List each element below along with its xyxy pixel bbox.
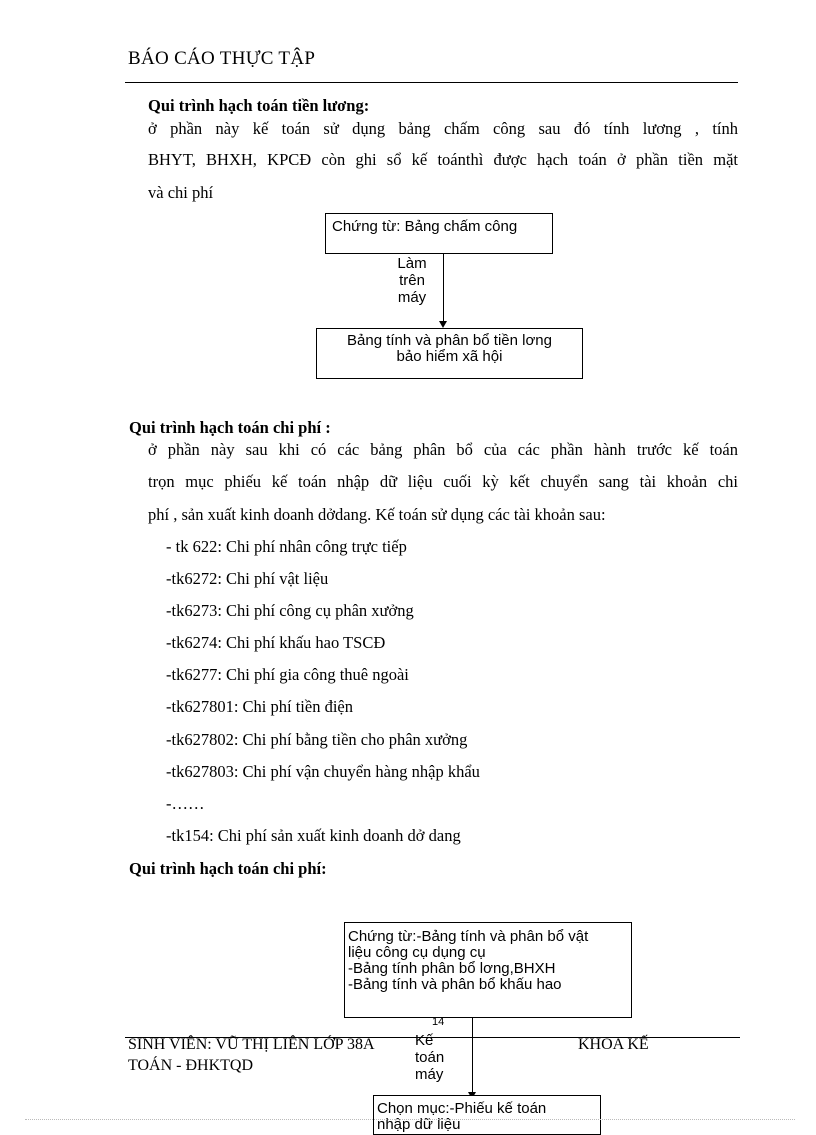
- paragraph-line: BHYT, BHXH, KPCĐ còn ghi sổ kế toánthì được hạch toán ở phần tiền mặt: [148, 150, 738, 169]
- paragraph-line: trọn mục phiếu kế toán nhập dữ liệu cuối kỳ kết chuyển sang tài khoản chi: [148, 472, 738, 491]
- diagram-box-salary-allocation: [316, 328, 583, 379]
- diagram-box-source-document: [325, 213, 553, 254]
- note-line: toán: [415, 1049, 445, 1066]
- account-item: -tk6273: Chi phí công cụ phân xưởng: [166, 601, 414, 620]
- footer-school-line: TOÁN - ĐHKTQD: [128, 1057, 254, 1074]
- section-heading-cost-flow: Qui trình hạch toán chi phí:: [129, 859, 327, 878]
- box-text-line: -Bảng tính và phân bổ khấu hao: [348, 976, 562, 993]
- account-item: -tk627801: Chi phí tiền điện: [166, 697, 353, 716]
- box-text-line: Chọn mục:-Phiếu kế toán: [377, 1100, 547, 1117]
- paragraph-line: phí , sản xuất kinh doanh dởdang. Kế toán sử dụng các tài khoản sau:: [148, 505, 606, 524]
- page-bottom-border: [25, 1119, 795, 1120]
- flow-arrow-line: [443, 254, 444, 322]
- flow-note: [395, 255, 429, 306]
- account-item: -tk6272: Chi phí vật liệu: [166, 569, 329, 588]
- box-text-line: liệu công cụ dụng cụ: [348, 944, 486, 961]
- note-line: máy: [397, 289, 427, 306]
- account-item: -tk6277: Chi phí gia công thuê ngoài: [166, 665, 409, 684]
- footer-left: [128, 1034, 375, 1076]
- account-item: -tk627802: Chi phí bằng tiền cho phân xưởng: [166, 730, 468, 749]
- account-item: -tk154: Chi phí sản xuất kinh doanh dở dang: [166, 826, 461, 845]
- account-item: -tk627803: Chi phí vận chuyển hàng nhập khẩu: [166, 762, 480, 781]
- flow-arrow-line: [472, 1018, 473, 1094]
- box-text-line: Chứng từ:-Bảng tính và phân bổ vật: [348, 928, 589, 945]
- note-line: Làm: [397, 255, 427, 272]
- diagram-box-select-entry: [373, 1095, 601, 1135]
- flow-note: [415, 1032, 444, 1083]
- note-line: trên: [399, 272, 425, 289]
- paragraph-line: ở phần này sau khi có các bảng phân bổ của các phần hành trước kế toán: [148, 440, 738, 459]
- box-text-line: nhập dữ liệu: [377, 1116, 461, 1133]
- page-header-title: BÁO CÁO THỰC TẬP: [128, 48, 316, 69]
- account-item: - tk 622: Chi phí nhân công trực tiếp: [166, 537, 407, 556]
- account-item: -……: [166, 794, 205, 813]
- footer-right: KHOA KẾ: [578, 1036, 649, 1053]
- box-text-line: Bảng tính và phân bổ tiền lơng: [347, 332, 552, 349]
- box-text: Chứng từ: Bảng chấm công: [332, 218, 518, 235]
- paragraph-line: ở phần này kế toán sử dụng bảng chấm công sau đó tính lương , tính: [148, 119, 738, 138]
- note-line: Kế: [415, 1032, 434, 1049]
- header-divider: [125, 82, 738, 83]
- account-item: -tk6274: Chi phí khấu hao TSCĐ: [166, 633, 386, 652]
- box-text-line: -Bảng tính phân bổ lơng,BHXH: [348, 960, 556, 977]
- flow-arrow-head: [439, 321, 447, 328]
- diagram-box-cost-documents: [344, 922, 632, 1018]
- paragraph-line: và chi phí: [148, 183, 214, 202]
- section-heading-salary: Qui trình hạch toán tiền lương:: [148, 96, 370, 115]
- box-text-line: bảo hiểm xã hội: [396, 348, 503, 365]
- note-line: máy: [415, 1066, 444, 1083]
- footer-student-line: SINH VIÊN: VŨ THỊ LIÊN LỚP 38A: [128, 1036, 375, 1053]
- page-number: 14: [432, 1016, 445, 1028]
- section-heading-cost: Qui trình hạch toán chi phí :: [129, 418, 331, 437]
